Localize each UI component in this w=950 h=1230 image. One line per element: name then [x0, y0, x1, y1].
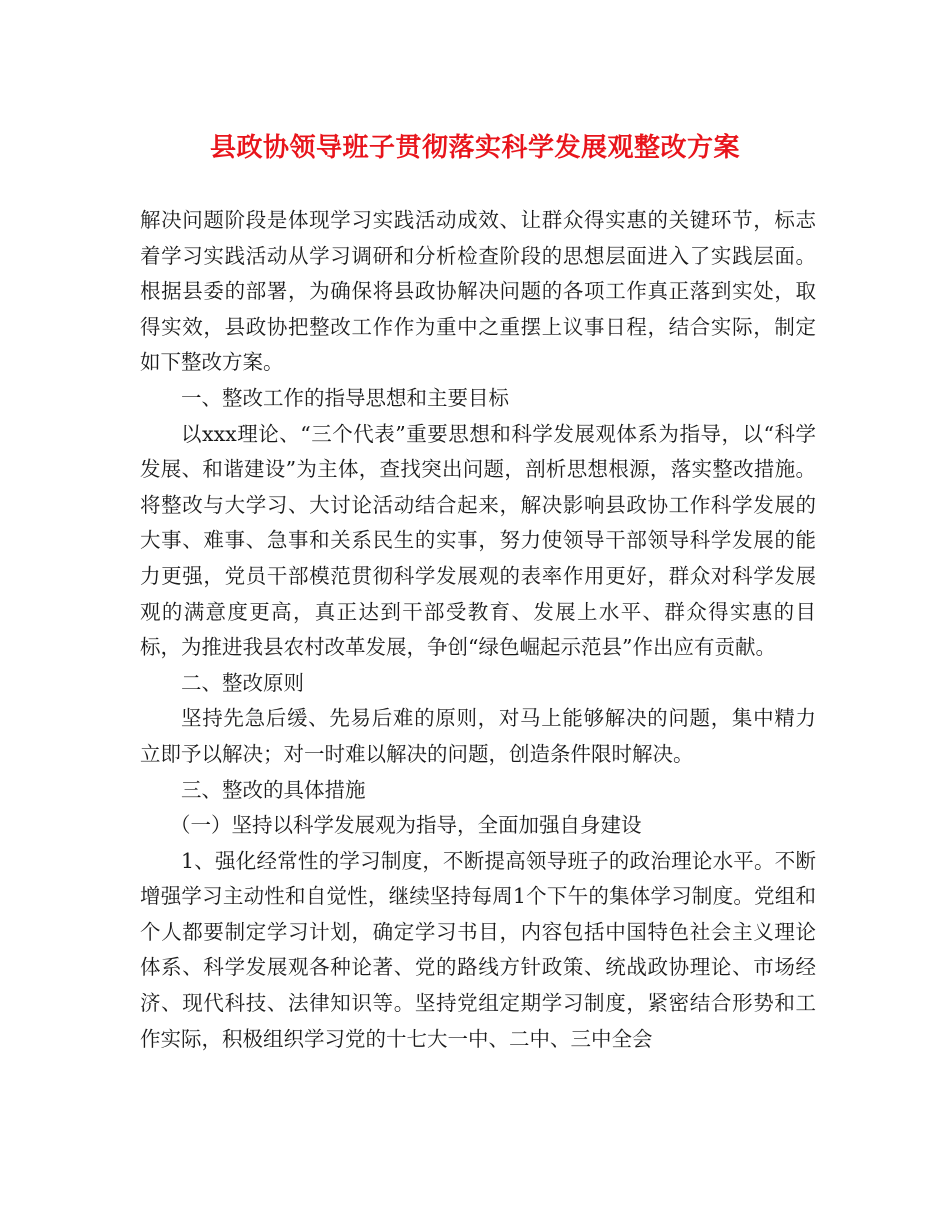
paragraph-study-system: 1、强化经常性的学习制度，不断提高领导班子的政治理论水平。不断增强学习主动性和自觉性，继续坚持每周1个下午的集体学习制度。党组和个人都要制定学习计划，确定学习书目，内容包括中国特色社会主义理论体系、科学发展观各种论著、党的路线方针政策、统战政协理论、市场经济、现代科技、法律知识等。坚持党组定期学习制度，紧密结合形势和工作实际，积极组织学习党的十七大一中、二中、三中全会 [140, 848, 816, 1051]
section-heading-measures: 三、整改的具体措施 [181, 777, 366, 802]
subsection-heading-self-building: （一）坚持以科学发展观为指导，全面加强自身建设 [170, 813, 642, 838]
section-heading-principles: 二、整改原则 [181, 670, 304, 695]
section-heading-guiding-ideology: 一、整改工作的指导思想和主要目标 [181, 385, 509, 410]
paragraph-intro: 解决问题阶段是体现学习实践活动成效、让群众得实惠的关键环节，标志着学习实践活动从学习调研和分析检查阶段的思想层面进入了实践层面。根据县委的部署，为确保将县政协解决问题的各项工作真正落到实处，取得实效，县政协把整改工作作为重中之重摆上议事日程，结合实际，制定如下整改方案。 [140, 208, 816, 375]
paragraph-guiding-ideology: 以xxx理论、“三个代表”重要思想和科学发展观体系为指导，以“科学发展、和谐建设”为主体，查找突出问题，剖析思想根源，落实整改措施。将整改与大学习、大讨论活动结合起来，解决影响县政协工作科学发展的大事、难事、急事和关系民生的实事，努力使领导干部领导科学发展的能力更强，党员干部模范贯彻科学发展观的表率作用更好，群众对科学发展观的满意度更高，真正达到干部受教育、发展上水平、群众得实惠的目标，为推进我县农村改革发展，争创“绿色崛起示范县”作出应有贡献。 [140, 421, 816, 660]
paragraph-principles: 坚持先急后缓、先易后难的原则，对马上能够解决的问题，集中精力立即予以解决；对一时难以解决的问题，创造条件限时解决。 [140, 706, 816, 766]
document-title: 县政协领导班子贯彻落实科学发展观整改方案 [209, 133, 740, 163]
document-body [140, 203, 816, 1057]
